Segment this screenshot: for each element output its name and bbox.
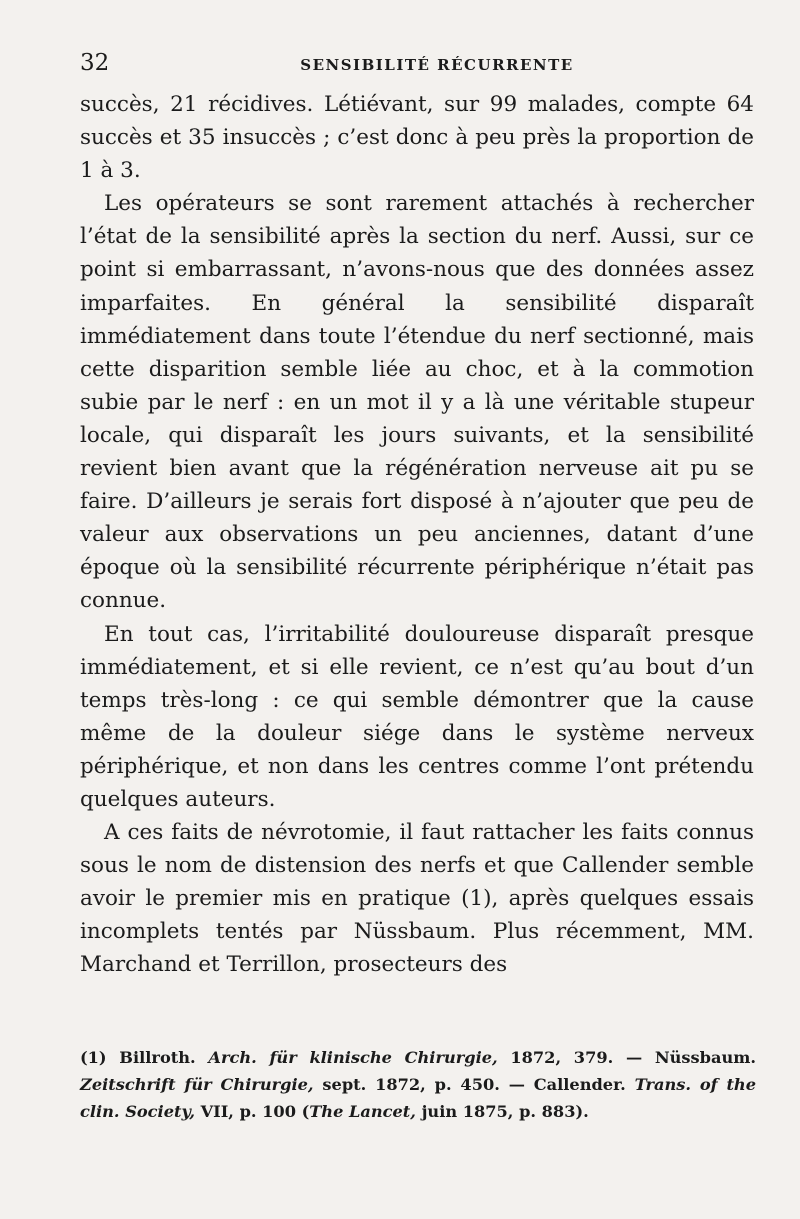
paragraph-irritability: En tout cas, l’irritabilité douloureuse disparaît presque immédiatement, et si elle revient, ce n’est qu’au bout d’un temps très-long : ce qui semble démontrer que la cause même de la douleur siége dans le système nerveux périphérique, et non dans les centres comme l’ont prétendu quelques auteurs. (80, 621, 754, 812)
page-header (80, 50, 754, 84)
footnote-ref1-title: Arch. für klinische Chirurgie, (208, 1048, 498, 1067)
footnote-ref4-title: The Lancet, (309, 1102, 416, 1121)
footnote-ref4-rest: juin 1875, p. 883). (415, 1102, 589, 1121)
footnote-ref1-rest: 1872, 379. — Nüssbaum. (497, 1048, 756, 1067)
paragraph-continuation: succès, 21 récidives. Létiévant, sur 99 malades, compte 64 succès et 35 insuccès ; c’est donc à peu près la proportion de 1 à 3. (80, 92, 754, 184)
footnote-ref3-title: Trans. of the clin. Society, (80, 1075, 756, 1121)
footnote (80, 1044, 756, 1125)
body-text (80, 88, 754, 982)
paragraph-sensibility: Les opérateurs se sont rarement attachés à rechercher l’état de la sensibilité après la section du nerf. Aussi, sur ce point si embarrassant, n’avons-nous que des données assez imparfaites. En général la sensibilité disparaît immédiatement dans toute l’étendue du nerf sectionné, mais cette disparition semble liée au choc, et à la commotion subie par le nerf : en un mot il y a là une véritable stupeur locale, qui disparaît les jours suivants, et la sensibilité revient bien avant que la régénération nerveuse ait pu se faire. D’ailleurs je serais fort disposé à n’ajouter que peu de valeur aux observations un peu anciennes, datant d’une époque où la sensibilité récurrente périphérique n’était pas connue. (80, 191, 754, 614)
footnote-ref3-rest: VII, p. 100 ( (194, 1102, 310, 1121)
paragraph-distension: A ces faits de névrotomie, il faut rattacher les faits connus sous le nom de distension des nerfs et que Callender semble avoir le premier mis en pratique (1), après quelques essais incomplets tentés par Nüssbaum. Plus récemment, MM. Marchand et Terrillon, prosecteurs des (80, 820, 754, 978)
footnote-ref2-title: Zeitschrift für Chirurgie, (80, 1075, 314, 1094)
footnote-marker: (1) Billroth. (80, 1048, 196, 1067)
footnote-ref2-rest: sept. 1872, p. 450. — Callender. (313, 1075, 626, 1094)
page-number: 32 (80, 50, 110, 76)
running-title: SENSIBILITÉ RÉCURRENTE (300, 56, 574, 74)
